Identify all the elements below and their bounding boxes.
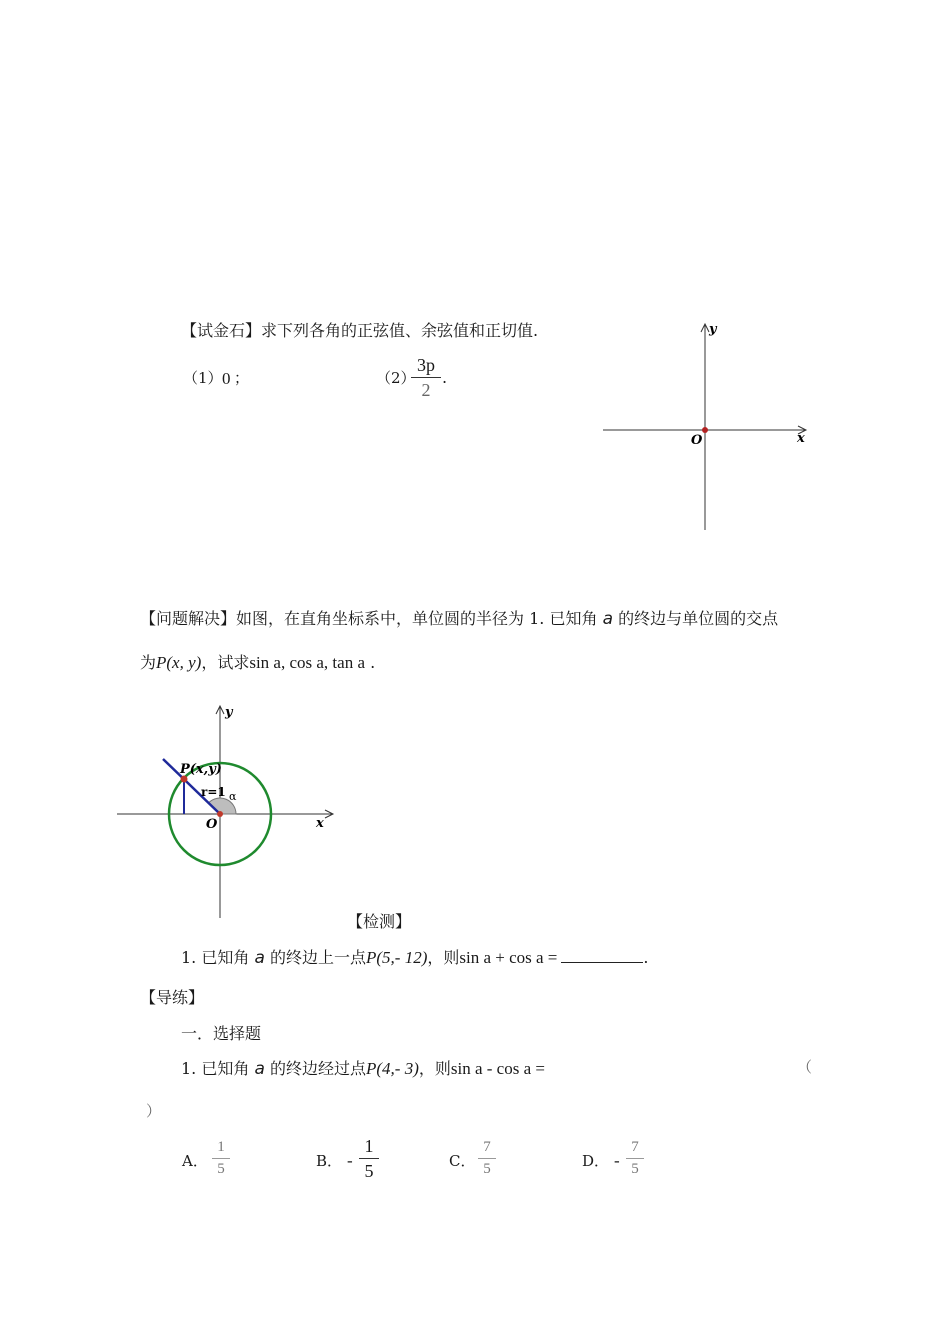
option-d-label[interactable]: D． (582, 1152, 610, 1170)
origin-point (217, 811, 223, 817)
check-q1-text-c: ，则 (427, 948, 460, 967)
item-1-value: 0 (222, 369, 231, 388)
point-label: P(x,y) (180, 762, 222, 777)
fraction-bar (359, 1158, 379, 1159)
answer-blank[interactable] (561, 962, 643, 963)
check-heading: 【检测】 (347, 912, 412, 931)
problem-line2-a: 为 (140, 653, 157, 672)
option-a-numerator: 1 (217, 1139, 225, 1155)
item-2-label: （2） (376, 369, 416, 387)
practice-heading: 【导练】 (140, 988, 205, 1007)
item-1 (183, 367, 223, 388)
option-d-numerator: 7 (631, 1139, 639, 1155)
problem-heading: 【问题解决】 (140, 609, 237, 628)
item-2-numerator: 3p (417, 355, 435, 375)
answer-paren-close: ） (146, 1102, 162, 1120)
problem-line2-end: . (370, 653, 376, 672)
option-b-label[interactable]: B． (316, 1152, 343, 1170)
option-b-sign: - (347, 1151, 353, 1170)
item-2-fraction (411, 356, 441, 399)
problem-text-a: 如图，在直角坐标系中，单位圆的半径为 1. 已知角 (236, 609, 598, 628)
alpha-symbol: a (254, 948, 265, 968)
fraction-bar (478, 1158, 496, 1159)
option-c-numerator: 7 (483, 1139, 491, 1155)
radius-label: r=1 (201, 785, 226, 799)
option-d-sign: - (614, 1151, 620, 1170)
fraction-bar (212, 1158, 230, 1159)
check-question-1 (181, 945, 648, 968)
problem-line-1 (140, 606, 778, 629)
problem-line-2 (140, 650, 375, 673)
check-q1-text-a: 1. 已知角 (181, 948, 250, 967)
test-heading-line (181, 318, 538, 341)
option-c-fraction (478, 1140, 496, 1177)
problem-line2-b: ，试求 (201, 653, 250, 672)
option-d-denominator: 5 (631, 1161, 639, 1177)
option-c-label[interactable]: C． (449, 1152, 476, 1170)
option-b-denominator: 5 (364, 1161, 374, 1181)
practice-q1-text-c: ，则 (418, 1059, 451, 1078)
point-expression: P(x, y) (156, 653, 202, 672)
practice-q1-point: P(4,- 3) (365, 1059, 419, 1078)
x-axis-label: x (797, 431, 805, 446)
check-q1-end: . (643, 948, 649, 967)
origin-label: O (691, 433, 703, 448)
check-q1-point: P(5,- 12) (365, 948, 428, 967)
practice-q1-text-a: 1. 已知角 (181, 1059, 250, 1078)
alpha-symbol: a (602, 609, 613, 629)
check-q1-expression: sin a + cos a = (459, 948, 558, 967)
option-a-denominator: 5 (217, 1161, 225, 1177)
angle-label: α (229, 790, 237, 803)
answer-paren-open: （ (797, 1058, 813, 1076)
item-1-sep: ； (234, 369, 250, 387)
test-instruction: 求下列各角的正弦值、余弦值和正切值. (261, 321, 539, 340)
item-1-label: （1） (183, 369, 223, 387)
option-c-denominator: 5 (483, 1161, 491, 1177)
y-axis-label: y (225, 705, 233, 720)
origin-label: O (206, 817, 218, 832)
origin-point (702, 427, 708, 433)
coordinate-axes-1 (600, 318, 820, 538)
option-d-fraction (626, 1140, 644, 1177)
option-a-fraction (212, 1140, 230, 1177)
option-b-numerator: 1 (364, 1136, 374, 1156)
y-axis-label: y (709, 322, 717, 337)
x-axis-label: x (316, 816, 324, 831)
unit-circle-diagram (115, 700, 345, 930)
fraction-bar (626, 1158, 644, 1159)
practice-question-1 (181, 1056, 545, 1079)
practice-subheading: 一．选择题 (181, 1024, 262, 1043)
trig-expression: sin a, cos a, tan a (249, 653, 365, 672)
problem-text-b: 的终边与单位圆的交点 (618, 609, 779, 628)
alpha-symbol: a (254, 1059, 265, 1079)
option-b-fraction (359, 1137, 379, 1180)
test-heading: 【试金石】 (181, 321, 262, 340)
check-q1-text-b: 的终边上一点 (269, 948, 366, 967)
item-2-end: . (442, 368, 448, 387)
option-a-label[interactable]: A． (182, 1152, 208, 1170)
fraction-bar (411, 377, 441, 378)
item-2-denominator: 2 (421, 380, 431, 400)
practice-q1-text-b: 的终边经过点 (269, 1059, 366, 1078)
practice-q1-expression: sin a - cos a = (450, 1059, 545, 1078)
